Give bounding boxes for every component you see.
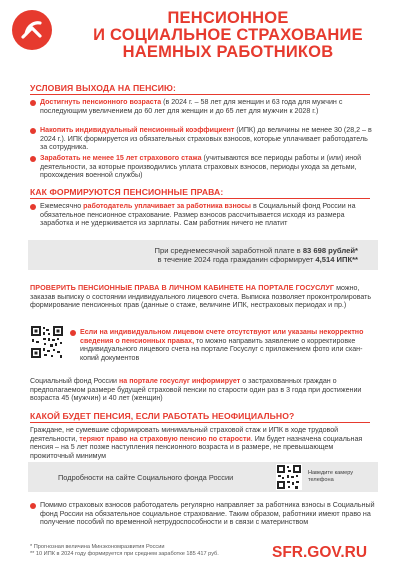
- bullet-icon: [30, 503, 36, 509]
- check-rights-paragraph: ПРОВЕРИТЬ ПЕНСИОННЫЕ ПРАВА В ЛИЧНОМ КАБИНЕТЕ НА ПОРТАЛЕ ГОСУСЛУГ можно, заказав выписку о состоянии индивидуального лицевого счета. Выписка позволяет проконтролировать формирование пенсионных прав (данные о стаже, величине ИПК, нестраховых периодах и пр.): [30, 283, 372, 310]
- salary-amount: 83 698 рублей*: [302, 246, 358, 255]
- section-rule: [30, 198, 370, 199]
- section-rights-heading: КАК ФОРМИРУЮТСЯ ПЕНСИОННЫЕ ПРАВА:: [30, 187, 224, 197]
- section-conditions-heading: УСЛОВИЯ ВЫХОДА НА ПЕНСИЮ:: [30, 83, 176, 93]
- social-insurance-note: Помимо страховых взносов работодатель регулярно направляет за работника взносы в Социальный фонд России на обязательное социальное страхование. Таким образом, работники имеют право на получение пособий по временной нетрудоспособности и в связи с материнством: [40, 501, 375, 527]
- bullet-icon: [30, 204, 36, 210]
- bullet-icon: [30, 128, 36, 134]
- section-rule: [30, 94, 370, 95]
- title-line-3: НАЕМНЫХ РАБОТНИКОВ: [122, 43, 334, 61]
- condition-item-ipk: Накопить индивидуальный пенсионный коэффициент (ИПК) до величины не менее 30 (28,2 – в 2024 г.). ИПК формируется из обязательных страховых взносов, которые уплачивает работодатель за сотрудника.: [40, 126, 372, 152]
- bullet-icon: [70, 330, 76, 336]
- ipk-line-text: в течение 2024 года гражданин сформирует: [157, 255, 316, 264]
- informal-paragraph: Граждане, не сумевшие сформировать минимальный страховой стаж и ИПК в ходе трудовой деятельности, теряют право на страховую пенсию по старости. Им будет назначена социальная пенсия – на 5 лет позже наступления пенсионного возраста и в размере, не превышающем прожиточный минимум: [30, 426, 363, 460]
- title-line-1: ПЕНСИОННОЕ: [167, 9, 289, 27]
- correction-paragraph: Если на индивидуальном лицевом счете отсутствуют или указаны некорректно сведения о пенсионных правах, то можно направить заявление о корректировке индивидуального лицевого счета на портале Госуслуг с приложением фото или скан-копий документов: [80, 328, 364, 362]
- details-text: Подробности на сайте Социального фонда России: [58, 473, 234, 482]
- condition-item-age: Достигнуть пенсионного возраста (в 2024 г. – 58 лет для женщин и 63 года для мужчин с последующим увеличением до 60 лет для женщин и до 65 лет для мужчин к 2028 г.): [40, 98, 343, 115]
- footnotes: [30, 544, 260, 558]
- bullet-icon: [30, 100, 36, 106]
- page-title: [60, 10, 396, 61]
- site-link[interactable]: SFR.GOV.RU: [272, 544, 368, 561]
- camera-hint: Наведите камеру телефона: [308, 470, 354, 483]
- bullet-icon: [30, 156, 36, 162]
- qr-code-icon: [30, 325, 64, 359]
- salary-example-box: [28, 240, 378, 270]
- section-rule: [30, 422, 370, 423]
- section-informal-heading: КАКОЙ БУДЕТ ПЕНСИЯ, ЕСЛИ РАБОТАТЬ НЕОФИЦИАЛЬНО?: [30, 411, 295, 421]
- condition-item-experience: Заработать не менее 15 лет страхового стажа (учитываются все периоды работы и (или) иной деятельности, за которые производились уплата страховых взносов, периоды ухода за детьми, прохождения военной службы): [40, 154, 362, 180]
- qr-code-icon[interactable]: [276, 464, 302, 490]
- salary-line-text: При среднемесячной заработной плате в: [154, 246, 303, 255]
- ipk-value: 4,514 ИПК**: [315, 255, 358, 264]
- section-check-heading: ПРОВЕРИТЬ ПЕНСИОННЫЕ ПРАВА В ЛИЧНОМ КАБИНЕТЕ НА ПОРТАЛЕ ГОСУСЛУГ: [30, 283, 335, 292]
- forecast-paragraph: Социальный фонд России на портале госуслуг информирует о застрахованных граждан о предполагаемом размере будущей страховой пенсии по старости один раз в 3 года при достижении возраста 45 (мужчин) и 40 лет (женщин): [30, 377, 362, 403]
- title-line-2: И СОЦИАЛЬНОЕ СТРАХОВАНИЕ: [93, 26, 363, 44]
- details-box: [28, 462, 378, 492]
- sfr-logo-icon: [12, 10, 52, 50]
- rights-paragraph: Ежемесячно работодатель уплачивает за работника взносы в Социальный фонд России на обязательное пенсионное страхование. Размер взносов рассчитывается исходя из размера заработка и не удерживается из зарплаты. Сам работник ничего не платит: [40, 202, 356, 228]
- footnote-2: ** 10 ИПК в 2024 году формируется при среднем заработке 185 417 руб.: [30, 551, 219, 557]
- footnote-1: * Прогнозная величина Минэкономразвития России: [30, 544, 165, 550]
